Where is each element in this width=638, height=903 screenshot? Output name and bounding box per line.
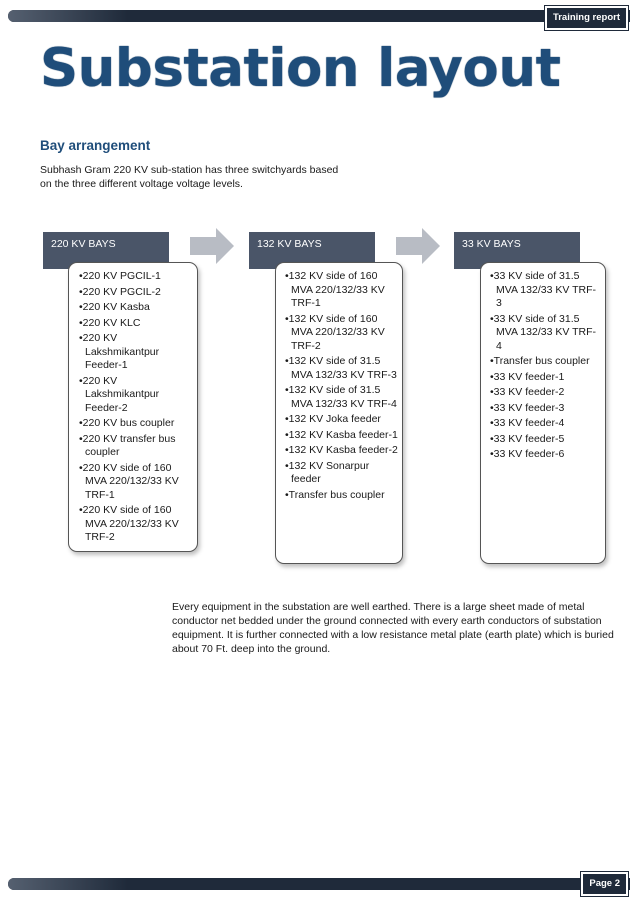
list-item: •33 KV side of 31.5 MVA 132/33 KV TRF-4 (490, 312, 596, 352)
list-item: •220 KV Kasba (79, 301, 150, 313)
list-item: •33 KV feeder-4 (490, 417, 565, 429)
bay-220-list-box (68, 262, 198, 552)
bay-132-list-box (275, 262, 403, 564)
intro-paragraph: Subhash Gram 220 KV sub-station has three switchyards based on the three different voltage voltage levels. (40, 164, 339, 190)
list-item: •33 KV feeder-3 (490, 401, 565, 414)
list-item: •132 KV side of 31.5 MVA 132/33 KV TRF-4 (285, 384, 397, 410)
page-number: Page 2 (581, 872, 628, 896)
list-item: •132 KV Joka feeder (285, 413, 381, 425)
list-item: •33 KV feeder-6 (490, 448, 565, 460)
bay-132-heading: 132 KV BAYS (249, 232, 375, 269)
header-bar-fade (8, 10, 128, 22)
right-arrow-icon (190, 228, 234, 264)
list-item: •132 KV side of 160 MVA 220/132/33 KV TRF-2 (285, 312, 385, 352)
list-item: •220 KV PGCIL-1 (79, 270, 161, 282)
list-item: •220 KV KLC (79, 316, 141, 329)
body-paragraph: Every equipment in the substation are well earthed. There is a large sheet made of metal conductor net bedded under the ground connected with every earth conductors of substation equipment. It is further connected with a low resistance metal plate (earth plate) which is buried about 70 Ft. deep into the ground. (172, 601, 614, 655)
bay-33-heading: 33 KV BAYS (454, 232, 580, 269)
list-item: •Transfer bus coupler (490, 355, 590, 367)
bay-33-list-box (480, 262, 606, 564)
list-item: •33 KV feeder-5 (490, 432, 565, 445)
list-item: •132 KV Kasba feeder-1 (285, 428, 398, 441)
header-tag: Training report (545, 6, 628, 30)
list-item: •220 KV side of 160 MVA 220/132/33 KV TRF-1 (79, 461, 179, 501)
list-item: •33 KV side of 31.5 MVA 132/33 KV TRF-3 (490, 270, 596, 309)
list-item: •132 KV side of 160 MVA 220/132/33 KV TRF-1 (285, 270, 385, 309)
list-item: •132 KV Sonarpur feeder (285, 459, 370, 485)
page-title: Substation layout (40, 38, 561, 99)
section-heading: Bay arrangement (40, 138, 151, 153)
list-item: •220 KV transfer bus coupler (79, 432, 176, 458)
list-item: •132 KV side of 31.5 MVA 132/33 KV TRF-3 (285, 355, 397, 381)
list-item: •220 KV Lakshmikantpur Feeder-1 (79, 332, 160, 371)
list-item: •33 KV feeder-1 (490, 370, 565, 383)
list-item: •220 KV side of 160 MVA 220/132/33 KV TRF-2 (79, 504, 179, 543)
footer-bar-fade (8, 878, 128, 890)
bay-33-list (486, 270, 601, 462)
bay-220-list (75, 270, 191, 545)
bay-132-list (281, 270, 398, 502)
list-item: •132 KV Kasba feeder-2 (285, 444, 398, 456)
bay-220-heading: 220 KV BAYS (43, 232, 169, 269)
list-item: •Transfer bus coupler (285, 488, 385, 501)
list-item: •220 KV bus coupler (79, 417, 175, 429)
right-arrow-icon (396, 228, 440, 264)
list-item: •33 KV feeder-2 (490, 386, 565, 398)
list-item: •220 KV PGCIL-2 (79, 285, 161, 298)
list-item: •220 KV Lakshmikantpur Feeder-2 (79, 374, 160, 414)
